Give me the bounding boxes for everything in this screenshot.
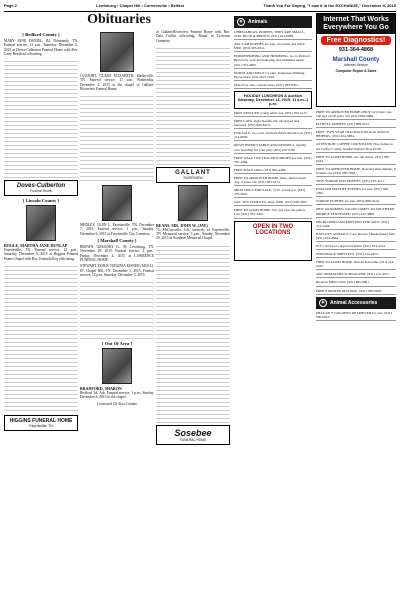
classified-ad: FOR SALE, two year old male Black Mouth Cur. (931) 212-6836. <box>234 131 312 141</box>
obituary-bogle-cont <box>4 263 78 413</box>
classified-ad: FREE TO APPROVED HOME ONLY! (2) older cats, one and a half years old. (931) 996-3089. <box>316 110 396 120</box>
holiday-luncheon-ad: HOLIDAY LUNCHEON & Auction Saturday, December 12, 2015. 11 a.m.-1 p.m. <box>234 91 312 109</box>
masthead-date: Thank You For Saying, "I saw it in the EXCHANGE," December 9, 2015 <box>263 3 396 8</box>
paw-icon: ✦ <box>320 299 326 306</box>
classified-ad: TINY YORKIE POO PUPPIES. (931) 433-4211. <box>316 179 396 185</box>
classified-ad: ICE CAT free to approved home. (931) 223-4212. <box>316 244 396 250</box>
classified-ad: FREE TO APPROVED HOME, Rescued male/female, 6 months old. (931) 580-7028. <box>316 167 396 177</box>
animals-header <box>234 16 312 28</box>
obituary-brown: BROWN, GREGORY G., 59, Lewisburg, TN. November 29, 2015. Funeral service, 2 p.m., Friday, December 4, 2015 at LAWRENCE FUNERAL HOME. <box>80 245 154 262</box>
masthead-towns: Lewisburg • Chapel Hill • Cornersville • Belfast <box>96 3 185 8</box>
classified-ad: NINNAVALE SHIH TZUS. (931) 212-2475. <box>316 252 396 258</box>
obituary-cuzzort: CUZZORT, CLARA ELIZABETH. Shelbyville, TN. Funeral service, 11 a.m. Wednesday, December 2, 2015 at the chapel of Gallant-Riverview Funeral Home. <box>80 74 154 91</box>
classified-ad: FREE TO GOOD HOME. Two (2) year old yellow Lab. (931) 703-4495. <box>234 208 312 218</box>
classified-ad: CHIHUAHUAS, PUPPIES. THEY ARE SMALL, TOO. BLUE & BROWN. (931) 224-0086. <box>234 30 312 40</box>
higgins-funeral-ad <box>4 415 78 431</box>
ad-company-sub: Internet Service <box>344 63 368 67</box>
open-sign: OPEN IN TWO LOCATIONS <box>252 223 294 236</box>
classified-ad: FREE WALL TOY TEACUP YORKIES for sale. (931) 337-2284. <box>234 156 312 166</box>
obituary-stewart: STEWART, DORIS VIRGINIA KISNER (MOLL), 87, Chapel Hill, TN. December 1, 2015. Funeral service, 12 p.m. Saturday, December 5, 2015. <box>80 264 154 277</box>
free-diagnostics-badge: Free Diagnostics! <box>321 36 391 45</box>
bedford-county-heading: [ Bedford County ] <box>22 32 60 37</box>
classified-ad: PIT BULL PUPPIES. (931) 808-9191. <box>316 122 396 128</box>
classified-ad: FREE TO GOOD HOME. Kittens 6 months. (931) 224-2425. <box>316 260 396 270</box>
obituary-daniel-cont <box>4 58 78 178</box>
sosebee-sub: FUNERAL HOME <box>179 437 207 442</box>
classified-ad: YORKIE PUPPIES for sale. (931) 808-5024. <box>316 199 396 205</box>
paw-icon: ✦ <box>238 19 244 25</box>
obituary-beans-cont <box>156 243 230 423</box>
doves-culberton-ad <box>4 180 78 196</box>
photo-bradford <box>102 348 132 384</box>
classified-ad: FREE 8 MONTH OLD DOG. (931) 580-5029. <box>316 289 396 295</box>
ad-phone: 931-364-4868 <box>338 47 374 53</box>
lincoln-county-heading: [ Lincoln County ] <box>22 198 60 204</box>
classified-ad: DELUXE 5' GOLDEN'S RETRIEVER for sale. (931) 580-0010 <box>316 311 396 321</box>
ad-company: Marshall County <box>332 57 380 63</box>
classified-ad: AKC TOY POODLES, male, $500. (615) 949-7661. <box>234 200 312 206</box>
doves-sub: Funeral Home <box>30 189 52 194</box>
marshall-county-heading: [ Marshall County ] <box>97 238 137 244</box>
classified-ad: FREE TO APPROVED HOME, male, mixed breed dog, 4 years old. (931) 685-0151. <box>234 176 312 186</box>
out-of-area-heading: [ Out Of Area ] <box>102 341 132 347</box>
ad-line-2: Everywhere You Go <box>323 24 389 31</box>
obituary-daniel: MARY JANE DANIEL, 84, Normandy, TN. Funeral service, 11 a.m., Saturday, December 5, 2015 at Doves-Culberton Funeral Home with Rev. Larry Bradford officiating. <box>4 39 78 56</box>
classified-ad: HORSE AND MULE for sale, Tennessee Walking Horse mare. (931) 623-7166. <box>234 71 312 81</box>
classified-ad: MEAT DOGS FOR SALE, 75 lb. young pot. (931) 278-5621. <box>234 188 312 198</box>
classifieds-column-4 <box>234 14 312 610</box>
classified-ad: ENGLISH MASTIFF PUPPIES for sale. (931) 580-1095. <box>316 187 396 197</box>
page-number: Page 2 <box>4 3 17 8</box>
classified-ad: REGISTERED STABLE AND KENNELS. Quality care boarding for your pets. (931) 237-6161. <box>234 143 312 153</box>
obituary-medley: MEDLEY, GLEN L. Fayetteville, TN. December 7, 2015. Funeral service, 1 p.m., Sunday, December 6, 2015 at Fayetteville City Cemetery. <box>80 223 154 236</box>
classified-ad: BLACK MINI COW, (931) 685-0001. <box>316 280 396 286</box>
obituary-bradford: Bedford, 64, Ark. Funeral service, 1 p.m., Sunday, December 6, 2015 in the chapel. <box>80 391 154 400</box>
obituary-bogle: Fayetteville, TN. Funeral service, 12 p.m., Saturday, December 5, 2015 at Higgins Funeral Home Chapel with Bro. Kenneth Roy officiating. <box>4 248 78 261</box>
sosebee-name: Sosebee <box>174 427 212 438</box>
photo-medley <box>102 185 132 221</box>
obituaries-column-3 <box>156 14 230 610</box>
masthead <box>4 3 396 12</box>
higgins-sub: Fayetteville, TN <box>29 424 53 429</box>
obituaries-title: Obituaries <box>87 12 151 27</box>
classified-ad: HORSESHOEING AND TRIMMING. Go to Richard Brown for your horseshoeing and trimming needs. (931) 703-4495. <box>234 54 312 68</box>
photo-beans <box>178 185 208 221</box>
classified-ad: DOGS for sale, various sizes. (931) 993-0451. <box>234 83 312 89</box>
classified-ad: FREE TO GOOD HOME, two lab mixes. (931) 580-0184. <box>316 155 396 165</box>
obituary-griffin: of Gallant-Riverview Funeral Home with Bro. Dale Griffin officiating. Burial in Crowson Cemetery. <box>156 30 230 43</box>
classified-ad: FREE CATS, eight months old, all spayed and neutered. (931) 993-8413. <box>234 119 312 129</box>
obituaries-column-2 <box>80 14 154 610</box>
classified-ad: AKC MINIATURE SCHNAUZER, (931) 212-4377. <box>316 272 396 278</box>
classified-ad: AKC LAB PUPPIES for sale, chocolate and black. $300. (931) 685-0211. <box>234 42 312 52</box>
animals-title: Animals <box>248 19 268 25</box>
ad-tagline: Computer Repair & Sales <box>335 69 377 73</box>
classified-ad: NEW GROOMING SALON COMES TO SOUTHERN MIDDLE TENNESSEE! (931) 227-3800. <box>316 207 396 217</box>
classified-ad: BAYLEYS ANIMALS, Care Rescue Thanksgiving Sale. (931) 224-4664. <box>316 232 396 242</box>
obituary-bogle-name: BOGLE, MARTHA JANE DUNLAP <box>4 243 68 249</box>
obituary-beans: 72, McCaysville, GA, formerly of Fayetteville, TN. Memorial service, 3 p.m., Sunday, November 29, 2015 in Southern Memorial Chapel. <box>156 227 230 241</box>
classified-ad: FREE RESCUED young adult cats, (931) 703-5127. <box>234 111 312 117</box>
obituary-griffin-cont <box>156 45 230 165</box>
animal-accessories-title: Animal Accessories <box>330 299 378 306</box>
obituary-stewart-cont <box>80 279 154 339</box>
higgins-name: HIGGINS FUNERAL HOME <box>9 418 73 425</box>
classified-ad: ATTENTION: COFFEE COUNTIANS! Free domes to the Coffee County Animal Welfare Non-Profit. <box>316 142 396 152</box>
gallant-sub: RIVERVIEW <box>183 175 203 180</box>
obituary-beans-name: BEANS, MR. JOHN W. (JAY) <box>156 222 208 228</box>
classified-ad: FREE, TWO YEAR OLD MALE BLACK ANGUS HEIFERS. (931) 224-5684. <box>316 130 396 140</box>
animal-accessories-header <box>316 297 396 309</box>
internet-service-ad <box>316 13 396 107</box>
obituary-bradford-name: BRADFORD, SHARON <box>80 386 122 392</box>
classified-ad: FREE MALE DOG. (931) 881-4494. <box>234 168 312 174</box>
sosebee-ad <box>156 425 230 445</box>
gallant-name: GALLANT <box>175 169 211 176</box>
classified-ad: MICRO-MINI AND MINI PIGS FOR SALE. (931) 212-2426. <box>316 220 396 230</box>
ad-headline <box>317 14 395 34</box>
classifieds-column-5 <box>316 110 396 610</box>
photo-bogle <box>26 205 56 241</box>
photo-cuzzort <box>100 32 134 72</box>
open-two-locations-ad <box>234 221 312 261</box>
ad-line-1: Internet That Works <box>323 16 389 23</box>
gallant-riverview-ad <box>156 167 230 183</box>
obituary-cuzzort-cont <box>80 93 154 183</box>
doves-name: Doves-Culberton <box>16 183 66 190</box>
continued-note: Continued On Next Column <box>96 401 138 406</box>
